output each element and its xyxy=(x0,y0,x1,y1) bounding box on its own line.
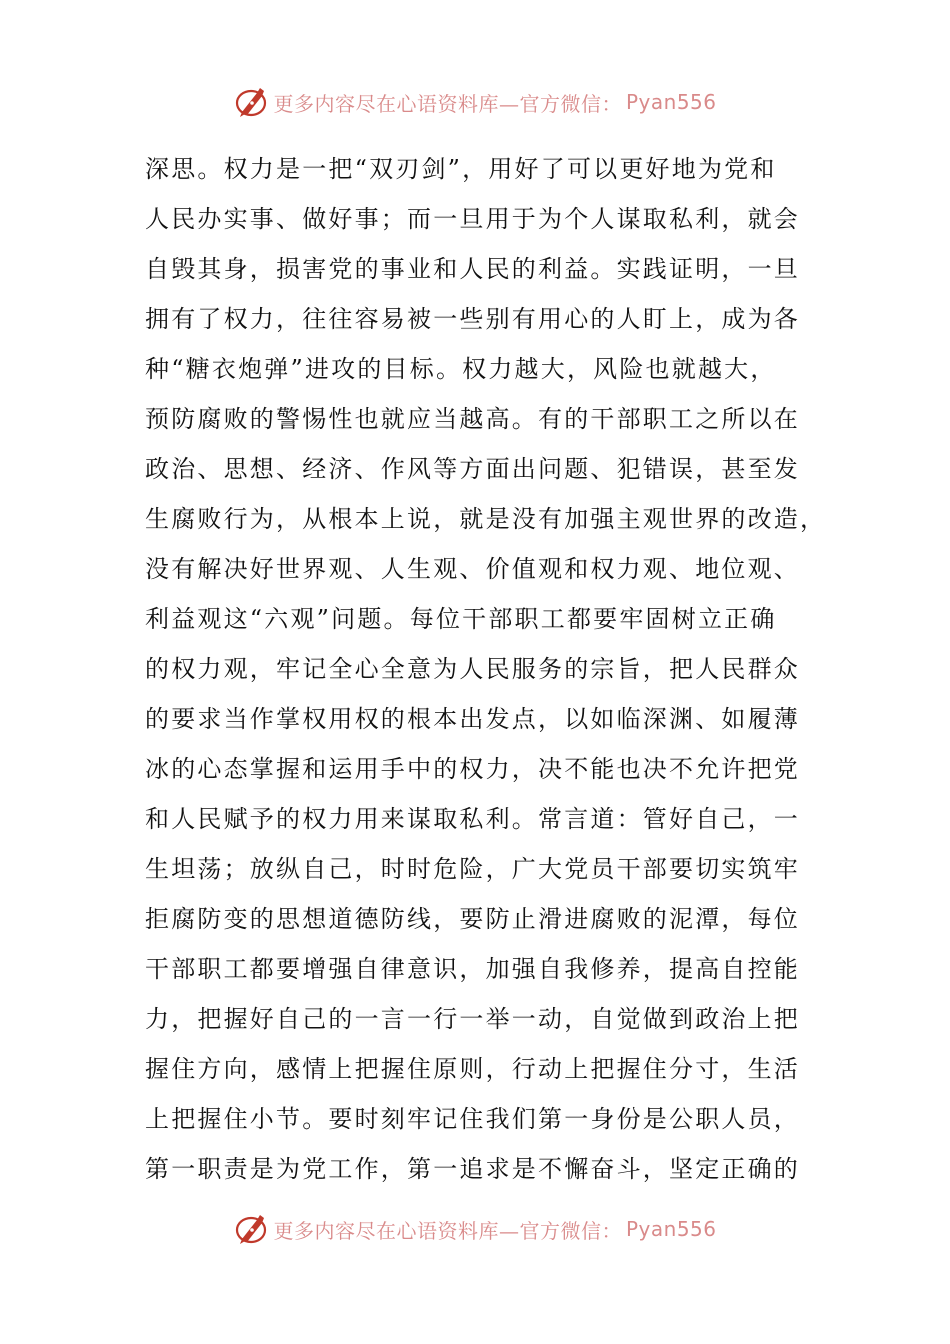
body-line: 干部职工都要增强自律意识，加强自我修养，提高自控能 xyxy=(145,955,800,983)
pen-nib-logo-icon xyxy=(233,1211,269,1247)
body-line: 政治、思想、经济、作风等方面出问题、犯错误，甚至发 xyxy=(145,455,800,483)
body-line: 力，把握好自己的一言一行一举一动，自觉做到政治上把 xyxy=(145,1005,800,1033)
body-line: 拒腐防变的思想道德防线，要防止滑进腐败的泥潭，每位 xyxy=(145,905,800,933)
body-line: 生腐败行为，从根本上说，就是没有加强主观世界的改造， xyxy=(145,505,827,533)
body-line: 人民办实事、做好事；而一旦用于为个人谋取私利，就会 xyxy=(145,205,800,233)
header-banner-content xyxy=(233,84,716,120)
body-line: 的要求当作掌权用权的根本出发点，以如临深渊、如履薄 xyxy=(145,705,800,733)
header-banner xyxy=(0,82,950,122)
body-line: 拥有了权力，往往容易被一些别有用心的人盯上，成为各 xyxy=(145,305,800,333)
footer-banner xyxy=(0,1209,950,1249)
header-banner-text: 更多内容尽在心语资料库—官方微信： xyxy=(273,91,622,116)
body-line: 没有解决好世界观、人生观、价值观和权力观、地位观、 xyxy=(145,555,800,583)
footer-wechat-id: Pyan556 xyxy=(625,1217,717,1241)
body-line: 生坦荡；放纵自己，时时危险，广大党员干部要切实筑牢 xyxy=(145,855,800,883)
body-line: 冰的心态掌握和运用手中的权力，决不能也决不允许把党 xyxy=(145,755,800,783)
body-text xyxy=(145,144,827,1194)
body-line: 自毁其身，损害党的事业和人民的利益。实践证明，一旦 xyxy=(145,255,800,283)
body-line: 第一职责是为党工作，第一追求是不懈奋斗，坚定正确的 xyxy=(145,1155,800,1183)
body-line: 的权力观，牢记全心全意为人民服务的宗旨，把人民群众 xyxy=(145,655,800,683)
body-line: 预防腐败的警惕性也就应当越高。有的干部职工之所以在 xyxy=(145,405,800,433)
body-line: 种“糖衣炮弹”进攻的目标。权力越大，风险也就越大， xyxy=(145,355,777,383)
header-wechat-id: Pyan556 xyxy=(625,90,717,114)
body-line: 上把握住小节。要时刻牢记住我们第一身份是公职人员， xyxy=(145,1105,800,1133)
pen-nib-logo-icon xyxy=(233,84,269,120)
body-line: 握住方向，感情上把握住原则，行动上把握住分寸，生活 xyxy=(145,1055,800,1083)
footer-banner-text: 更多内容尽在心语资料库—官方微信： xyxy=(273,1218,622,1243)
footer-banner-content xyxy=(233,1211,716,1247)
body-line: 和人民赋予的权力用来谋取私利。常言道：管好自己，一 xyxy=(145,805,800,833)
body-line: 利益观这“六观”问题。每位干部职工都要牢固树立正确 xyxy=(145,605,777,633)
body-line: 深思。权力是一把“双刃剑”，用好了可以更好地为党和 xyxy=(145,155,777,183)
